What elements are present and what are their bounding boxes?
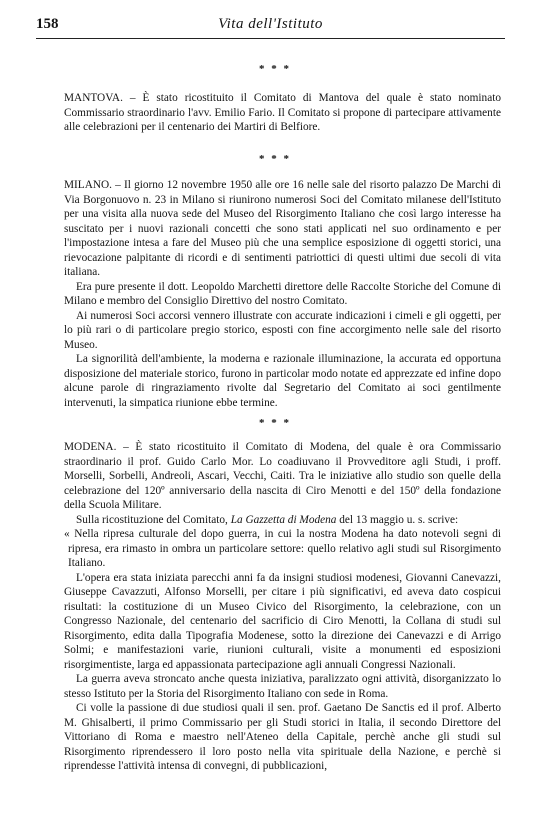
paragraph: MILANO. – Il giorno 12 novembre 1950 alle ore 16 nelle sale del risorto palazzo De Marchi di Via Borgonuovo n. 23 in Milano si riunirono numerosi Soci del Comitato milanese dell'Istituto per una visita alla nuova sede del Museo del Risorgimento Italiano che così largo interesse ha suscitato per i nuovi razionali concetti che sono stati applicati nel suo ordinamento e per l'impostazione intesa a fare del Museo più che una semplice esposizione di oggetti storici, una rievocazione palpitante di ricordi e di sentimenti patriottici di questi ultimi due secoli di vita italiana. <box>64 179 501 278</box>
section-separator: * * * <box>259 153 291 165</box>
paragraph: MANTOVA. – È stato ricostituito il Comitato di Mantova del quale è stato nominato Commissario straordinario l'avv. Emilio Fario. Il Comitato si propone di partecipare attivamente alle celebrazioni per il centenario dei Martiri di Belfiore. <box>64 92 501 133</box>
section-milano <box>64 178 501 410</box>
section-modena <box>64 440 501 774</box>
section-separator: * * * <box>259 63 291 75</box>
page-number: 158 <box>36 16 59 32</box>
paragraph: La signorilità dell'ambiente, la moderna e razionale illuminazione, la accurata ed opportuna disposizione del materiale storico, furono in particolar modo notate ed apprezzate ed infine dopo alcune parole di ringraziamento rivolte dal Segretario del Comitato ai soci gentilmente intervenuti, la simpatica riunione ebbe termine. <box>64 353 501 409</box>
paragraph: Ai numerosi Soci accorsi vennero illustrate con accurate indicazioni i cimeli e gli oggetti, per lo più rari o di particolare pregio storico, esposti con fine accorgimento nelle sale del risorto Museo. <box>64 309 501 351</box>
header-rule <box>36 38 505 39</box>
quote-paragraph: Ci volle la passione di due studiosi quali il sen. prof. Gaetano De Sanctis ed il prof. Alberto M. Ghisalberti, il primo Commissario per gli Studi storici in Italia, il secondo Direttore del Vittoriano di Roma e maestro nell'Ateneo della Capitale, perchè anche gli studi sul Risorgimento riprendessero il loro posto nella vita spirituale della Nazione, e perchè si riprendesse l'attività intensa di convegni, di pubblicazioni, <box>64 702 501 772</box>
text-span: Sulla ricostituzione del Comitato, <box>76 513 231 526</box>
quote-paragraph: « Nella ripresa culturale del dopo guerra, in cui la nostra Modena ha dato notevoli segni di ripresa, era rimasto in ombra un particolare settore: quello relativo agli studi sul Risorgimento Italiano. <box>64 528 501 569</box>
paragraph: Era pure presente il dott. Leopoldo Marchetti direttore delle Raccolte Storiche del Comune di Milano e membro del Consiglio Direttivo del nostro Comitato. <box>64 280 501 307</box>
text-span: del 13 maggio u. s. scrive: <box>336 513 459 526</box>
section-separator: * * * <box>259 417 291 429</box>
quote-paragraph: La guerra aveva stroncato anche questa iniziativa, paralizzato ogni attività, disorganizzato lo stesso Istituto per la Storia del Risorgimento Italiano con sede in Roma. <box>64 673 501 700</box>
running-title: Vita dell'Istituto <box>218 16 323 32</box>
section-mantova <box>64 91 501 135</box>
paragraph <box>64 513 501 528</box>
quote-paragraph: L'opera era stata iniziata parecchi anni fa da insigni studiosi modenesi, Giovanni Canevazzi, Giuseppe Cavazzuti, Alfonso Morselli, per citare i più significativi, ed aveva dato cospicui risultati: la costituzione di un Museo Civico del Risorgimento, la celebrazione, con un Congresso Nazionale, del centenario del sacrificio di Ciro Menotti, la Collana di studi sul Risorgimento, edita dalla Tipografia Modenese, sotto la direzione dei Canevazzi e di Arrigo Solmi; e manifestazioni varie, riunioni culturali, visite a monumenti ed esposizioni risorgimentiste, larga ed appassionata partecipazione agli annuali Congressi Nazionali. <box>64 571 501 671</box>
newspaper-title: La Gazzetta di Modena <box>230 513 337 526</box>
page-header <box>36 16 505 38</box>
paragraph: MODENA. – È stato ricostituito il Comitato di Modena, del quale è ora Commissario straordinario il prof. Guido Carlo Mor. Lo coadiuvano il Provveditore agli Studi, i proff. Morselli, Sorbelli, Andreoli, Ascari, Vecchi, Caiti. Tra le iniziative allo studio son quelle della celebrazione del 120º anniversario della nascita di Ciro Menotti e del 150º della fondazione della Scuola Militare. <box>64 441 501 511</box>
